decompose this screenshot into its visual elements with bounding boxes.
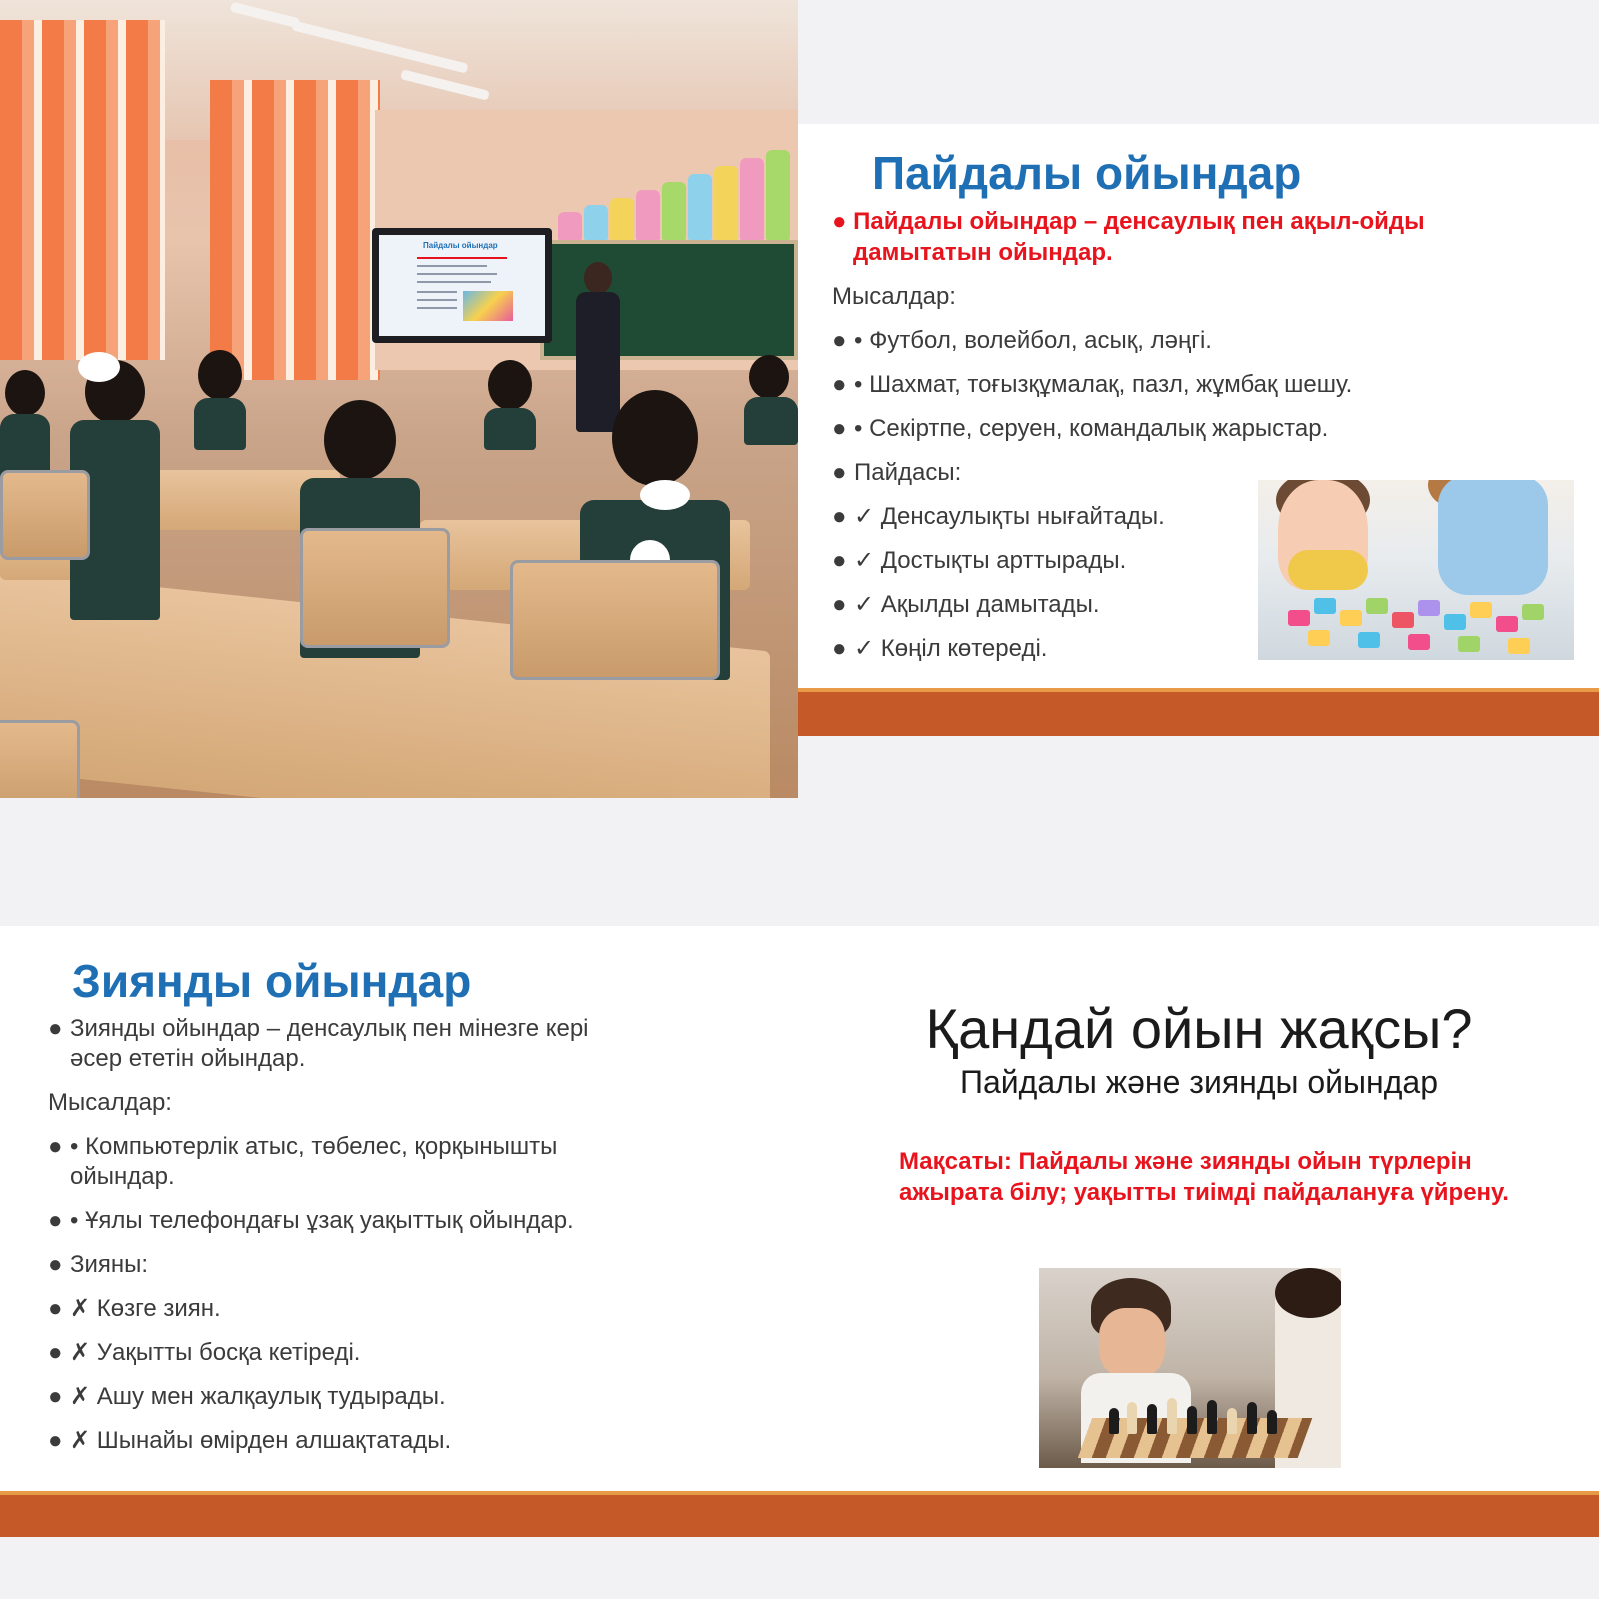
classroom-photo xyxy=(0,0,798,798)
list-item: ● Зиянды ойындар – денсаулық пен мінезге кері xyxy=(48,1015,589,1042)
slide-title: Қандай ойын жақсы? xyxy=(925,997,1473,1060)
bullet: ● xyxy=(48,1133,63,1160)
window-curtains xyxy=(210,80,380,380)
footer-bar xyxy=(799,1495,1599,1537)
goal-line-1: Мақсаты: Пайдалы және зиянды ойын түрлерін xyxy=(899,1148,1472,1175)
list-item: ● ✓ Ақылды дамытады. xyxy=(832,591,1100,618)
list-item-continuation: әсер ететін ойындар. xyxy=(70,1045,306,1072)
harms-label: Зияны: xyxy=(70,1251,149,1278)
bullet: ● xyxy=(48,1015,63,1042)
list-item: ● ✗ Шынайы өмірден алшақтатады. xyxy=(48,1427,452,1454)
bullet: ● xyxy=(48,1251,63,1278)
kids-playing-chess-photo xyxy=(1039,1268,1341,1468)
slide-harmful-games xyxy=(0,926,799,1537)
list-item: ● • Шахмат, тоғызқұмалақ, пазл, жұмбақ шешу. xyxy=(832,371,1353,398)
bullet: ● xyxy=(832,371,847,398)
bullet: ● xyxy=(832,415,847,442)
list-item xyxy=(832,458,961,488)
number-decoration xyxy=(766,150,790,240)
bullet: ● xyxy=(48,1295,63,1322)
bullet: ● xyxy=(832,591,847,618)
slide-useful-games xyxy=(798,124,1599,736)
footer-bar xyxy=(798,692,1599,736)
hair-bow xyxy=(78,352,120,382)
bullet: ● xyxy=(832,503,847,530)
slide-title: Зиянды ойындар xyxy=(72,955,472,1007)
list-item: ● • Футбол, волейбол, асық, ләңгі. xyxy=(832,327,1212,354)
slide-title: Пайдалы ойындар xyxy=(872,147,1302,199)
list-item xyxy=(48,1250,148,1280)
chair xyxy=(300,528,450,648)
examples-label: Мысалдар: xyxy=(832,283,956,310)
teacher xyxy=(572,262,624,432)
screen-text-line xyxy=(417,257,507,259)
hair-bow xyxy=(640,480,690,510)
screen-text-line xyxy=(417,265,487,267)
chair xyxy=(0,720,80,798)
list-item: ● ✗ Көзге зиян. xyxy=(48,1295,221,1322)
list-item-continuation: ойындар. xyxy=(70,1163,175,1190)
definition-line-2: дамытатын ойындар. xyxy=(853,239,1113,266)
number-decoration xyxy=(558,212,582,240)
list-item: ● ✓ Достықты арттырады. xyxy=(832,547,1127,574)
list-item: ● ✓ Денсаулықты нығайтады. xyxy=(832,503,1165,530)
screen-text-line xyxy=(417,291,457,293)
benefits-label: Пайдасы: xyxy=(854,459,962,486)
screen-text-line xyxy=(417,299,457,301)
screen-text-line xyxy=(417,273,497,275)
screen-text-line xyxy=(417,281,491,283)
screen-slide-title: Пайдалы ойындар xyxy=(423,241,498,250)
footer-bar xyxy=(0,1495,799,1537)
bullet: ● xyxy=(48,1383,63,1410)
number-decoration xyxy=(610,198,634,240)
definition-text xyxy=(832,206,1425,268)
number-decoration xyxy=(688,174,712,240)
window-curtains xyxy=(0,20,165,360)
bullet: ● xyxy=(48,1207,63,1234)
list-item: ● ✗ Уақытты босқа кетіреді. xyxy=(48,1339,361,1366)
number-decoration xyxy=(662,182,686,240)
slide-which-game-is-good xyxy=(799,926,1599,1537)
bullet: ● xyxy=(832,208,847,235)
screen-slide xyxy=(379,235,545,336)
goal-line-2: ажырата білу; уақытты тиімді пайдалануға үйрену. xyxy=(899,1179,1509,1206)
chair xyxy=(0,470,90,560)
student xyxy=(190,350,250,450)
list-item: ● • Компьютерлік атыс, төбелес, қорқынышты xyxy=(48,1133,558,1160)
student xyxy=(0,370,50,480)
list-item: ● • Секіртпе, серуен, командалық жарыстар. xyxy=(832,415,1329,442)
number-decoration xyxy=(584,205,608,240)
student xyxy=(740,355,798,445)
bullet: ● xyxy=(832,547,847,574)
number-decoration xyxy=(740,158,764,240)
examples-label: Мысалдар: xyxy=(48,1089,172,1116)
list-item: ● ✓ Көңіл көтереді. xyxy=(832,635,1048,662)
bullet: ● xyxy=(832,635,847,662)
bullet: ● xyxy=(832,459,847,486)
slide-subtitle: Пайдалы және зиянды ойындар xyxy=(960,1064,1438,1100)
kids-playing-puzzle-photo xyxy=(1258,480,1574,660)
screen-image xyxy=(463,291,513,321)
goal-text xyxy=(899,1146,1559,1208)
chair xyxy=(510,560,720,680)
screen-text-line xyxy=(417,307,457,309)
interactive-screen xyxy=(372,228,552,343)
bullet: ● xyxy=(48,1427,63,1454)
definition-line-1: Пайдалы ойындар – денсаулық пен ақыл-ойды xyxy=(853,208,1425,235)
number-decoration xyxy=(714,166,738,240)
student xyxy=(480,360,540,450)
list-item: ● ✗ Ашу мен жалқаулық тудырады. xyxy=(48,1383,446,1410)
bullet: ● xyxy=(48,1339,63,1366)
bullet: ● xyxy=(832,327,847,354)
number-decoration xyxy=(636,190,660,240)
list-item: ● • Ұялы телефондағы ұзақ уақыттық ойындар. xyxy=(48,1207,574,1234)
